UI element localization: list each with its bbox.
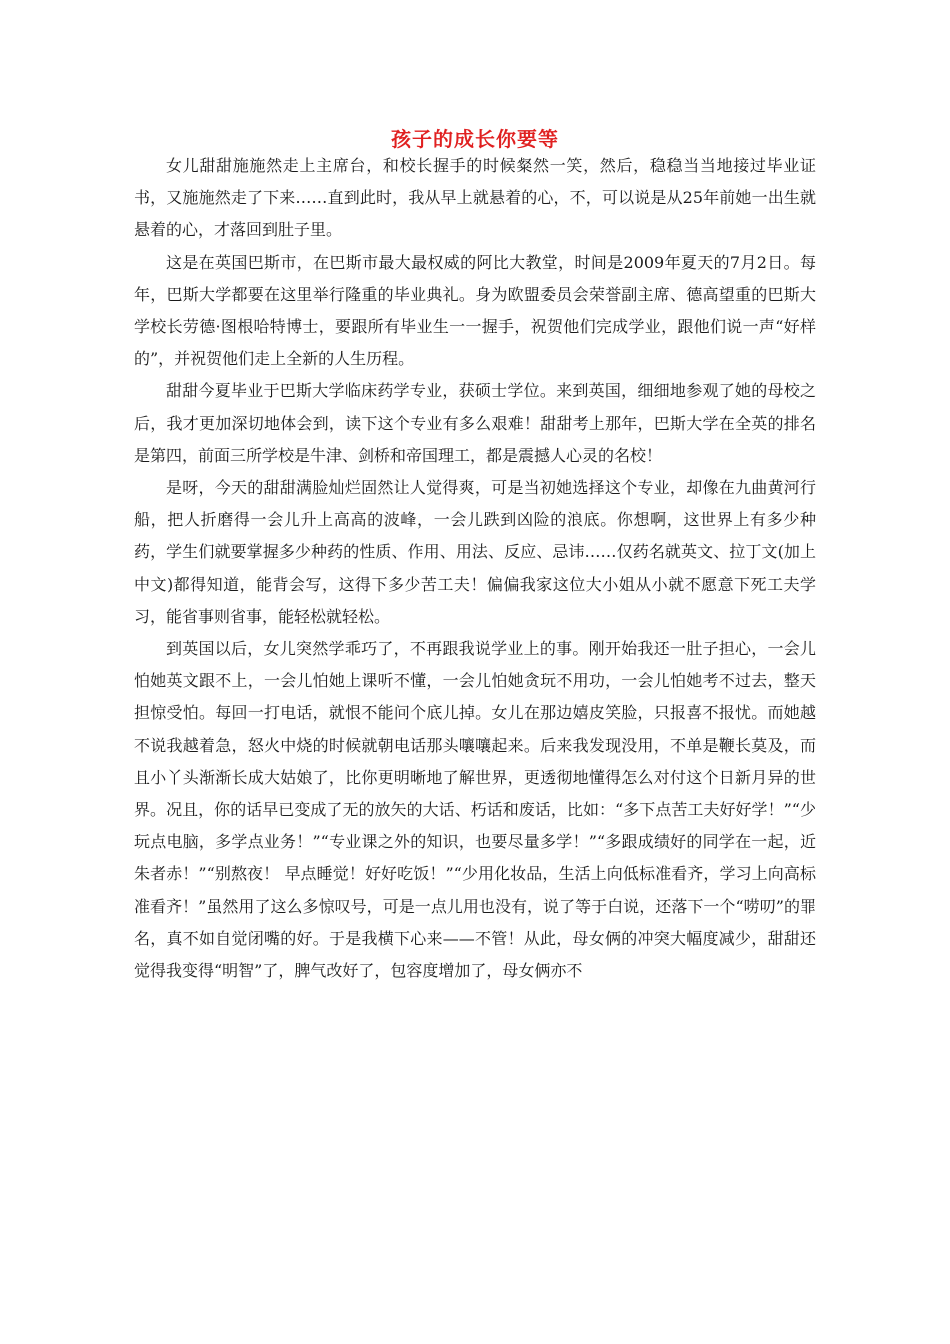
paragraph-2: 这是在英国巴斯市，在巴斯市最大最权威的阿比大教堂，时间是2009年夏天的7月2日。每年，巴斯大学都要在这里举行隆重的毕业典礼。身为欧盟委员会荣誉副主席、德高望重的巴斯大学校长劳德·图根哈特博士，要跟所有毕业生一一握手，祝贺他们完成学业，跟他们说一声“好样的”，并祝贺他们走上全新的人生历程。 xyxy=(134,252,816,369)
paragraph-3: 甜甜今夏毕业于巴斯大学临床药学专业，获硕士学位。来到英国，细细地参观了她的母校之后，我才更加深切地体会到，读下这个专业有多么艰难！甜甜考上那年，巴斯大学在全英的排名是第四，前面三所学校是牛津、剑桥和帝国理工，都是震撼人心灵的名校！ xyxy=(134,381,816,465)
paragraph-4: 是呀，今天的甜甜满脸灿烂固然让人觉得爽，可是当初她选择这个专业，却像在九曲黄河行船，把人折磨得一会儿升上高高的波峰，一会儿跌到凶险的浪底。你想啊，这世界上有多少种药，学生们就要掌握多少种药的性质、作用、用法、反应、忌讳……仅药名就英文、拉丁文(加上中文)都得知道，能背会写，这得下多少苦工夫！偏偏我家这位大小姐从小就不愿意下死工夫学习，能省事则省事，能轻松就轻松。 xyxy=(134,478,816,626)
document-page xyxy=(134,124,816,987)
document-title: 孩子的成长你要等 xyxy=(391,127,559,151)
paragraph-5: 到英国以后，女儿突然学乖巧了，不再跟我说学业上的事。刚开始我还一肚子担心，一会儿怕她英文跟不上，一会儿怕她上课听不懂，一会儿怕她贪玩不用功，一会儿怕她考不过去，整天担惊受怕。每回一打电话，就恨不能问个底儿掉。女儿在那边嬉皮笑脸，只报喜不报忧。而她越不说我越着急，怒火中烧的时候就朝电话那头嚷嚷起来。后来我发现没用，不单是鞭长莫及，而且小丫头渐渐长成大姑娘了，比你更明晰地了解世界，更透彻地懂得怎么对付这个日新月异的世界。况且，你的话早已变成了无的放矢的大话、朽话和废话，比如：“多下点苦工夫好好学！”“少玩点电脑，多学点业务！”“专业课之外的知识，也要尽量多学！”“多跟成绩好的同学在一起，近朱者赤！”“别熬夜！ 早点睡觉！好好吃饭！”“少用化妆品，生活上向低标准看齐，学习上向高标准看齐！”虽然用了这么多惊叹号，可是一点儿用也没有，说了等于白说，还落下一个“唠叨”的罪名，真不如自觉闭嘴的好。于是我横下心来——不管！从此，母女俩的冲突大幅度减少，甜甜还觉得我变得“明智”了，脾气改好了，包容度增加了，母女俩亦不 xyxy=(134,639,816,981)
paragraph-1: 女儿甜甜施施然走上主席台，和校长握手的时候粲然一笑，然后，稳稳当当地接过毕业证书，又施施然走了下来……直到此时，我从早上就悬着的心，不，可以说是从25年前她一出生就悬着的心，才落回到肚子里。 xyxy=(134,156,816,240)
